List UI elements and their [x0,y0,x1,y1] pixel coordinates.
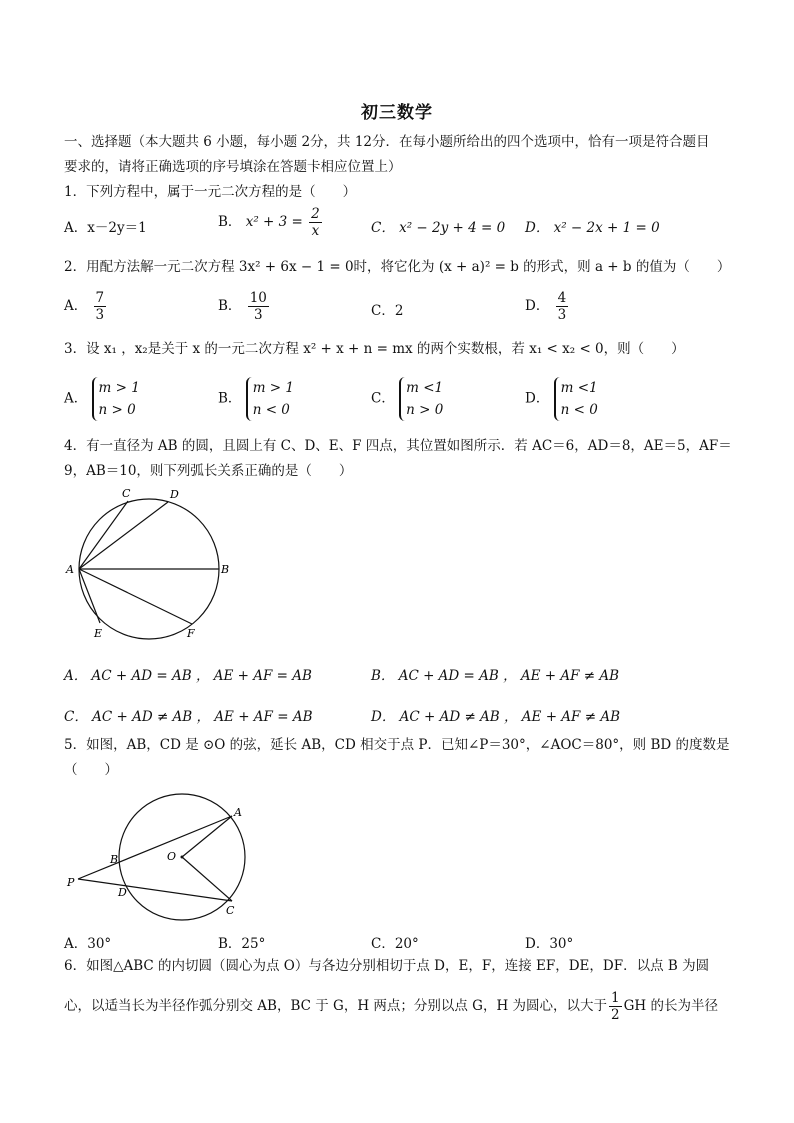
fraction-denominator: 2 [611,1007,620,1023]
point-label-f: F [187,627,195,640]
page-title: 初三数学 [361,103,433,123]
q2-option-b [218,290,271,323]
q2-option-a [64,290,108,323]
q2-option-b-label: B． [218,298,242,314]
q6-fraction-half [609,990,622,1023]
system-line1: m <1 [406,380,444,396]
fraction-denominator: 3 [254,307,263,323]
q2-option-a-label: A． [64,298,88,314]
section-instructions-line1: 一、选择题（本大题共 6 小题，每小题 2分，共 12分．在每小题所给出的四个选项中，恰有一项是符合题目 [64,134,710,150]
q6-stem-line1: 6．如图△ABC 的内切圆（圆心为点 O）与各边分别相切于点 D，E，F，连接 EF，DE，DF．以点 B 为圆 [64,958,710,974]
point-label-p: P [67,876,75,889]
point-label-d: D [118,886,127,899]
q3-stem: 3．设 x₁ ，x₂是关于 x 的一元二次方程 x² + x + n = mx 的两个实数根，若 x₁ < x₂ < 0，则（ ） [64,341,685,357]
chord-ad [79,502,168,569]
fraction-numerator: 4 [557,290,567,306]
q2-option-d-label: D． [525,298,550,314]
system-line2: n > 0 [406,402,444,418]
q3-option-d [525,377,598,421]
q3-option-c-system [399,377,443,421]
q1-option-b-fraction [309,206,322,239]
q5-stem-line2: （ ） [64,762,118,778]
q5-option-b: B．25° [218,936,266,952]
q4-option-c: C． AC + AD ≠ AB ， AE + AF = AB [64,709,313,725]
fraction-denominator: x [311,223,320,239]
fraction-numerator: 1 [611,990,620,1006]
q3-option-a [64,377,140,421]
q5-option-d: D．30° [525,936,574,952]
q3-option-b-system [246,377,294,421]
q5-circle-figure [60,790,260,925]
point-label-a: A [234,806,242,819]
point-label-b: B [221,563,230,576]
q4-stem-line2: 9，AB＝10，则下列弧长关系正确的是（ ） [64,463,353,479]
q1-option-c: C． x² − 2y + 4 = 0 [371,220,506,236]
secant-pdc [78,879,232,901]
system-line2: n > 0 [98,402,136,418]
q6-stem-line2-tail: GH 的长为半径 [623,998,718,1014]
q5-option-c: C．20° [371,936,419,952]
q6-stem-line2 [64,990,718,1023]
fraction-numerator: 7 [95,290,105,306]
point-label-d: D [170,488,179,501]
q3-option-d-system [554,377,598,421]
point-label-o: O [167,850,177,863]
q4-stem-line1: 4．有一直径为 AB 的圆，且圆上有 C、D、E、F 四点，其位置如图所示．若 AC＝6，AD＝8，AE＝5，AF＝ [64,438,732,454]
q6-stem-line2-text: 心，以适当长为半径作弧分别交 AB，BC 于 G，H 两点；分别以点 G，H 为圆心，以大于 [64,998,608,1014]
point-label-a: A [66,563,74,576]
point-label-c: C [226,904,235,917]
system-line1: m <1 [560,380,598,396]
q1-option-b [218,206,324,239]
q2-stem: 2．用配方法解一元二次方程 3x² + 6x − 1 = 0时，将它化为 (x + a)² = b 的形式，则 a + b 的值为（ ） [64,259,731,275]
q3-option-a-system [92,377,140,421]
system-line1: m > 1 [98,380,140,396]
q1-stem: 1．下列方程中，属于一元二次方程的是（ ） [64,184,357,200]
q2-option-c: C．2 [371,303,404,319]
point-label-e: E [94,627,103,640]
point-label-c: C [122,487,131,500]
fraction-denominator: 3 [95,307,105,323]
q5-stem-line1: 5．如图，AB，CD 是 ⊙O 的弦，延长 AB，CD 相交于点 P．已知∠P＝30°，∠AOC＝80°，则 BD 的度数是 [64,737,730,753]
system-line2: n < 0 [252,402,290,418]
system-line1: m > 1 [252,380,295,396]
q3-option-b [218,377,294,421]
q4-option-a: A． AC + AD = AB ， AE + AF = AB [64,668,312,684]
radius-oa [182,816,232,857]
q2-option-d-fraction [556,290,569,323]
q4-option-d: D． AC + AD ≠ AB ， AE + AF ≠ AB [371,709,620,725]
q2-option-b-fraction [248,290,269,323]
center-point-o [181,856,184,859]
secant-pab [78,816,232,879]
fraction-numerator: 2 [311,206,320,222]
q3-option-a-label: A． [64,390,88,407]
point-label-b: B [110,853,119,866]
chord-ac [79,501,128,569]
q1-option-b-label: B． [218,214,242,230]
q5-option-a: A．30° [64,936,112,952]
fraction-denominator: 3 [557,307,567,323]
q4-option-b: B． AC + AD = AB ， AE + AF ≠ AB [371,668,620,684]
system-line2: n < 0 [560,402,598,418]
q1-option-a: A．x－2y＝1 [64,220,147,236]
chord-af [79,569,192,624]
q1-option-d: D． x² − 2x + 1 = 0 [525,220,660,236]
fraction-numerator: 10 [249,290,267,306]
q3-option-c [371,377,443,421]
q3-option-b-label: B． [218,390,242,407]
q1-option-b-math: x² + 3 = [245,214,303,230]
q2-option-a-fraction [94,290,107,323]
q2-option-d [525,290,570,323]
q3-option-d-label: D． [525,390,550,407]
section-instructions-line2: 要求的，请将正确选项的序号填涂在答题卡相应位置上） [64,159,402,175]
q4-circle-figure [60,482,240,644]
q3-option-c-label: C． [371,390,395,407]
